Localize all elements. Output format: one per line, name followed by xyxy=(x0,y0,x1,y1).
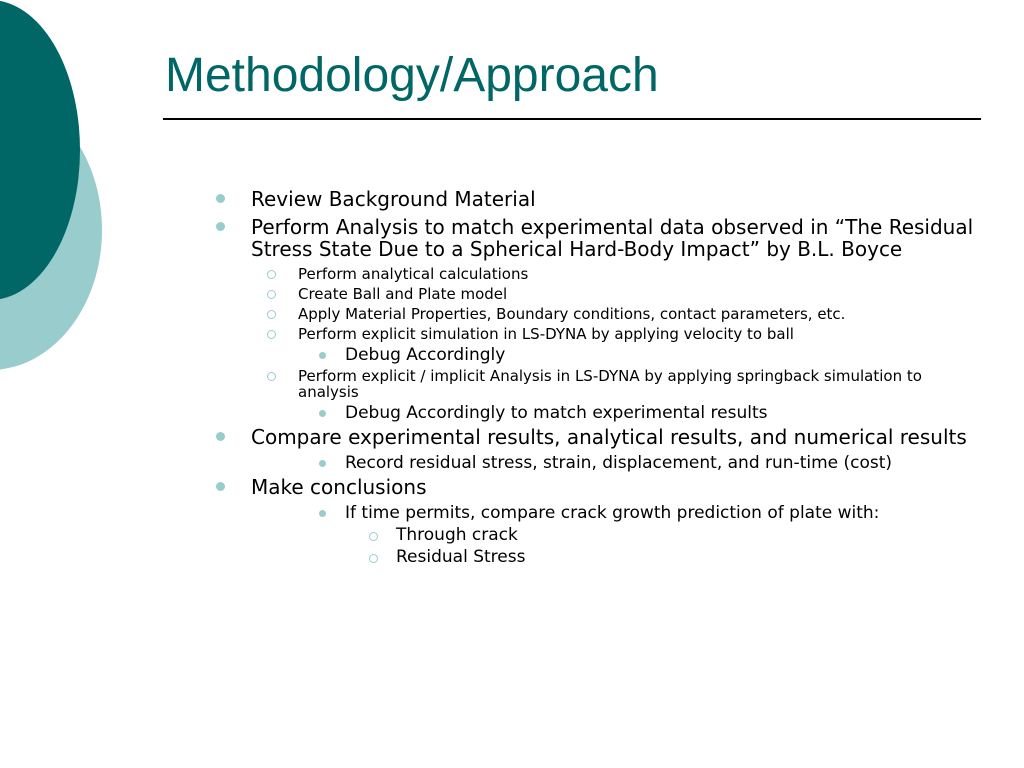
bullet-text: If time permits, compare crack growth prediction of plate with: xyxy=(345,503,880,523)
bullet-item-level-4 xyxy=(215,526,975,545)
bullet-item-level-2 xyxy=(215,286,975,302)
hollow-circle-bullet-icon xyxy=(267,270,276,279)
filled-circle-bullet-icon xyxy=(319,410,326,417)
bullet-text: Perform explicit simulation in LS-DYNA by applying velocity to ball xyxy=(298,325,794,343)
filled-circle-bullet-icon xyxy=(216,222,225,231)
bullet-list xyxy=(215,188,975,570)
title-divider xyxy=(163,118,981,120)
slide-title: Methodology/Approach xyxy=(165,49,659,102)
bullet-item-level-3 xyxy=(215,346,975,365)
bullet-item-level-1 xyxy=(215,476,975,498)
bullet-text: Make conclusions xyxy=(251,475,427,499)
bullet-text: Review Background Material xyxy=(251,187,536,211)
bullet-text: Through crack xyxy=(396,525,518,545)
bullet-item-level-2 xyxy=(215,326,975,342)
bullet-item-level-2 xyxy=(215,368,975,400)
bullet-item-level-1 xyxy=(215,426,975,448)
bullet-text: Perform Analysis to match experimental data observed in “The Residual Stress State Due to a Spherical Hard-Body Impact” by B.L. Boyce xyxy=(251,215,974,261)
bullet-text: Create Ball and Plate model xyxy=(298,285,508,303)
filled-circle-bullet-icon xyxy=(216,432,225,441)
filled-circle-bullet-icon xyxy=(216,194,225,203)
hollow-circle-bullet-icon xyxy=(267,372,276,381)
bullet-item-level-2 xyxy=(215,306,975,322)
hollow-circle-bullet-icon xyxy=(369,554,378,563)
filled-circle-bullet-icon xyxy=(319,352,326,359)
decorative-teal-circles xyxy=(0,0,110,380)
hollow-circle-bullet-icon xyxy=(369,532,378,541)
filled-circle-bullet-icon xyxy=(319,460,326,467)
hollow-circle-bullet-icon xyxy=(267,310,276,319)
bullet-text: Debug Accordingly xyxy=(345,345,506,365)
bullet-item-level-4 xyxy=(215,548,975,567)
bullet-item-level-1 xyxy=(215,188,975,210)
filled-circle-bullet-icon xyxy=(319,510,326,517)
bullet-item-level-1 xyxy=(215,216,975,260)
hollow-circle-bullet-icon xyxy=(267,290,276,299)
bullet-item-level-2 xyxy=(215,266,975,282)
bullet-text: Record residual stress, strain, displacement, and run-time (cost) xyxy=(345,453,893,473)
bullet-text: Debug Accordingly to match experimental results xyxy=(345,403,768,423)
bullet-text: Compare experimental results, analytical results, and numerical results xyxy=(251,425,967,449)
filled-circle-bullet-icon xyxy=(216,482,225,491)
bullet-text: Apply Material Properties, Boundary conditions, contact parameters, etc. xyxy=(298,305,846,323)
bullet-text: Perform explicit / implicit Analysis in LS-DYNA by applying springback simulation to analysis xyxy=(298,367,922,401)
bullet-item-level-3 xyxy=(215,504,975,523)
bullet-item-level-3 xyxy=(215,404,975,423)
bullet-item-level-3 xyxy=(215,454,975,473)
hollow-circle-bullet-icon xyxy=(267,330,276,339)
bullet-text: Perform analytical calculations xyxy=(298,265,529,283)
bullet-text: Residual Stress xyxy=(396,547,526,567)
